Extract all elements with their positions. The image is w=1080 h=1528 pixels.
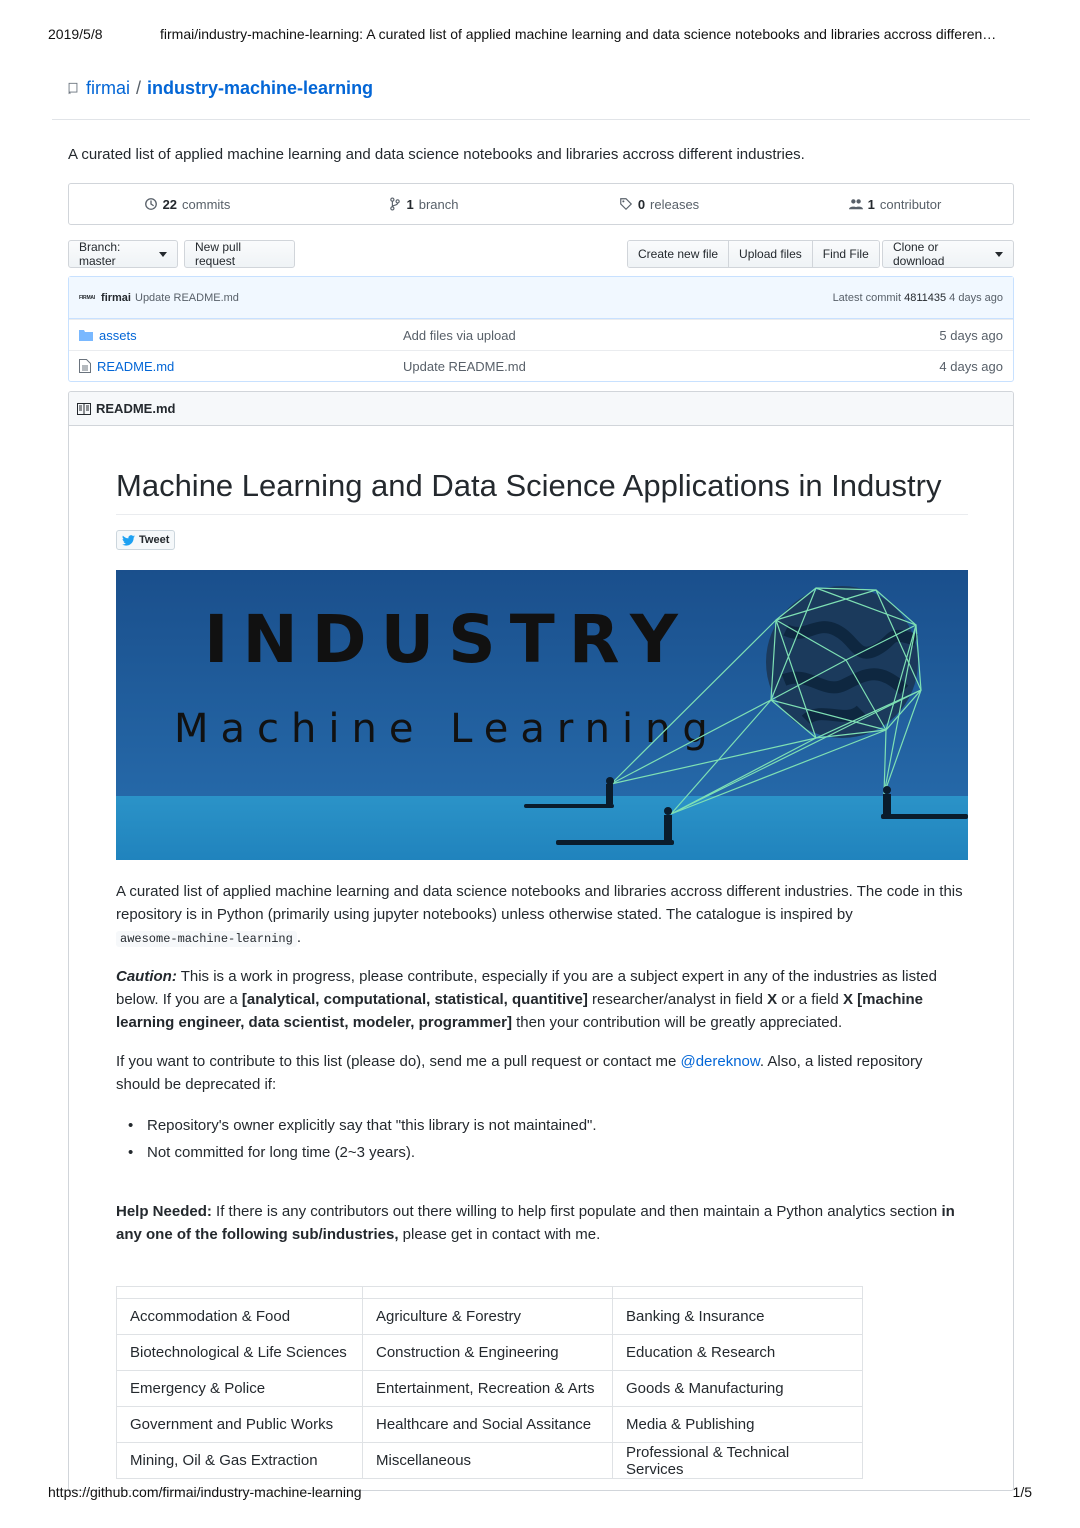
industry-cell: Accommodation & Food [117, 1299, 363, 1335]
industry-cell: Emergency & Police [117, 1371, 363, 1407]
find-file-button[interactable]: Find File [813, 241, 879, 267]
industries-table [116, 1286, 863, 1479]
industry-cell: Biotechnological & Life Sciences [117, 1335, 363, 1371]
releases-count: 0 [637, 196, 646, 212]
file-commit-message[interactable]: Add files via upload [403, 327, 516, 343]
banner-svg [116, 570, 968, 860]
print-page-number: 1/5 [1012, 1484, 1032, 1500]
help-label: Help Needed: [116, 1203, 212, 1220]
file-row [69, 350, 1013, 381]
intro-paragraph [116, 880, 968, 951]
upload-files-button[interactable]: Upload files [729, 241, 813, 267]
contribute-text: If you want to contribute to this list (please do), send me a pull request or contact me [116, 1053, 681, 1070]
people-icon [849, 197, 863, 211]
contribute-text: . Also, a listed repository should be deprecated if: [116, 1053, 923, 1093]
commits-link[interactable] [69, 197, 305, 212]
caution-label: Caution: [116, 968, 177, 985]
help-text: If there is any contributors out there willing to help first populate and then maintain a Python analytics section [211, 1203, 942, 1220]
industry-cell: Agriculture & Forestry [363, 1299, 613, 1335]
file-icon [79, 359, 91, 373]
divider [52, 119, 1030, 120]
new-pull-request-button[interactable] [184, 240, 295, 268]
file-age: 4 days ago [939, 358, 1003, 374]
readme-title: Machine Learning and Data Science Applications in Industry [116, 468, 942, 503]
clone-download-label: Clone or download [893, 240, 945, 268]
table-header-row [117, 1287, 863, 1299]
file-name-link[interactable]: assets [99, 327, 137, 343]
avatar[interactable]: FIRMAI [79, 294, 96, 301]
print-url: https://github.com/firmai/industry-machine-learning [48, 1484, 362, 1500]
table-row [117, 1371, 863, 1407]
readme-filename: README.md [96, 401, 176, 416]
help-bold: in any one of the following sub/industries, [116, 1203, 955, 1243]
intro-end: . [296, 929, 301, 946]
tweet-label: Tweet [139, 534, 170, 546]
book-icon [77, 403, 91, 415]
branch-link[interactable] [305, 197, 541, 212]
table-header-cell [117, 1287, 363, 1299]
latest-commit-info [833, 292, 1003, 304]
create-new-file-button[interactable]: Create new file [628, 241, 729, 267]
divider [116, 514, 968, 515]
repo-breadcrumb [66, 78, 373, 99]
commit-message[interactable]: Update README.md [135, 291, 239, 304]
banner-subtitle-text: Machine Learning [174, 706, 720, 752]
caution-paragraph [116, 965, 968, 1034]
readme-panel [68, 391, 1014, 1491]
print-footer [48, 1484, 1032, 1500]
banner-title-text: INDUSTRY [204, 601, 692, 678]
branch-count: 1 [406, 196, 414, 212]
tweet-button[interactable] [116, 530, 175, 550]
dereknow-link[interactable]: @dereknow [680, 1053, 760, 1070]
repo-name-link[interactable]: industry-machine-learning [147, 78, 374, 98]
file-name-cell [79, 328, 403, 343]
industry-cell: Goods & Manufacturing [613, 1371, 863, 1407]
releases-label: releases [650, 196, 700, 212]
industry-cell: Banking & Insurance [613, 1299, 863, 1335]
table-header-cell [363, 1287, 613, 1299]
caution-bold-1: [analytical, computational, statistical, quantitive] [241, 991, 588, 1008]
table-row [117, 1443, 863, 1479]
latest-commit-label: Latest commit [832, 291, 902, 304]
table-row [117, 1335, 863, 1371]
caution-text: or a field [777, 991, 843, 1008]
branch-select-button[interactable] [68, 240, 178, 268]
repo-icon [66, 82, 80, 96]
industry-cell: Mining, Oil & Gas Extraction [117, 1443, 363, 1479]
caution-bold-2: X [machine learning engineer, data scientist, modeler, programmer] [116, 991, 924, 1031]
branch-icon [388, 197, 402, 211]
industry-cell: Professional & Technical Services [613, 1443, 863, 1479]
industry-banner-image [116, 570, 968, 860]
industry-cell: Government and Public Works [117, 1407, 363, 1443]
help-paragraph [116, 1200, 968, 1246]
branch-select-label: Branch: master [79, 240, 121, 268]
tag-icon [619, 197, 633, 211]
contributor-label: contributor [879, 196, 942, 212]
caution-text: This is a work in progress, please contribute, especially if you are a subject expert in any of the industries as listed below. If you are a [116, 968, 937, 1008]
repo-separator: / [136, 78, 142, 98]
list-item: • Not committed for long time (2~3 years). [128, 1139, 597, 1166]
commit-sha[interactable]: 4811435 [904, 291, 947, 304]
latest-commit-bar [69, 277, 1013, 319]
contributors-link[interactable] [777, 197, 1013, 212]
contributor-count: 1 [867, 196, 875, 212]
print-date: 2019/5/8 [48, 26, 103, 42]
readme-header [69, 392, 1013, 426]
awesome-ml-code: awesome-machine-learning [116, 931, 297, 947]
folder-icon [79, 329, 93, 341]
repo-description: A curated list of applied machine learning and data science notebooks and libraries accross different industries. [68, 146, 805, 163]
intro-text: A curated list of applied machine learning and data science notebooks and libraries accross different industries. The code in this repository is in Python (primarily using jupyter notebooks) unless otherwise stated. The catalogue is inspired by [116, 883, 963, 923]
industry-cell: Media & Publishing [613, 1407, 863, 1443]
caution-text: researcher/analyst in field [587, 991, 768, 1008]
repo-owner-link[interactable]: firmai [86, 78, 130, 98]
industry-cell: Miscellaneous [363, 1443, 613, 1479]
industry-cell: Education & Research [613, 1335, 863, 1371]
table-row [117, 1299, 863, 1335]
clone-download-button[interactable] [882, 240, 1014, 268]
file-age: 5 days ago [939, 327, 1003, 343]
industry-cell: Healthcare and Social Assitance [363, 1407, 613, 1443]
history-icon [144, 197, 158, 211]
commits-label: commits [182, 196, 231, 212]
branch-label: branch [418, 196, 459, 212]
print-title: firmai/industry-machine-learning: A curated list of applied machine learning and data science notebooks and libraries accross differen… [160, 26, 997, 42]
twitter-bird-icon [122, 535, 135, 546]
file-commit-message[interactable]: Update README.md [403, 358, 526, 374]
commits-count: 22 [162, 196, 178, 212]
numbers-summary [68, 183, 1014, 225]
chevron-down-icon [159, 252, 167, 257]
chevron-down-icon [995, 252, 1003, 257]
releases-link[interactable] [541, 197, 777, 212]
commit-author[interactable]: firmai [101, 291, 131, 304]
new-pull-request-label: New pull request [195, 240, 242, 268]
file-list [68, 276, 1014, 382]
list-item: • Repository's owner explicitly say that "this library is not maintained". [128, 1112, 597, 1139]
commit-age: 4 days ago [949, 291, 1003, 304]
contribute-paragraph [116, 1050, 968, 1096]
file-actions-group [627, 240, 880, 268]
print-header [48, 26, 1032, 42]
caution-x: X [767, 991, 778, 1008]
table-row [117, 1407, 863, 1443]
file-row [69, 319, 1013, 350]
deprecation-list [128, 1112, 597, 1166]
industry-cell: Entertainment, Recreation & Arts [363, 1371, 613, 1407]
table-header-cell [613, 1287, 863, 1299]
file-name-link[interactable]: README.md [97, 358, 175, 374]
caution-text: then your contribution will be greatly appreciated. [511, 1014, 843, 1031]
file-name-cell [79, 359, 403, 374]
industry-cell: Construction & Engineering [363, 1335, 613, 1371]
help-text: please get in contact with me. [398, 1226, 601, 1243]
